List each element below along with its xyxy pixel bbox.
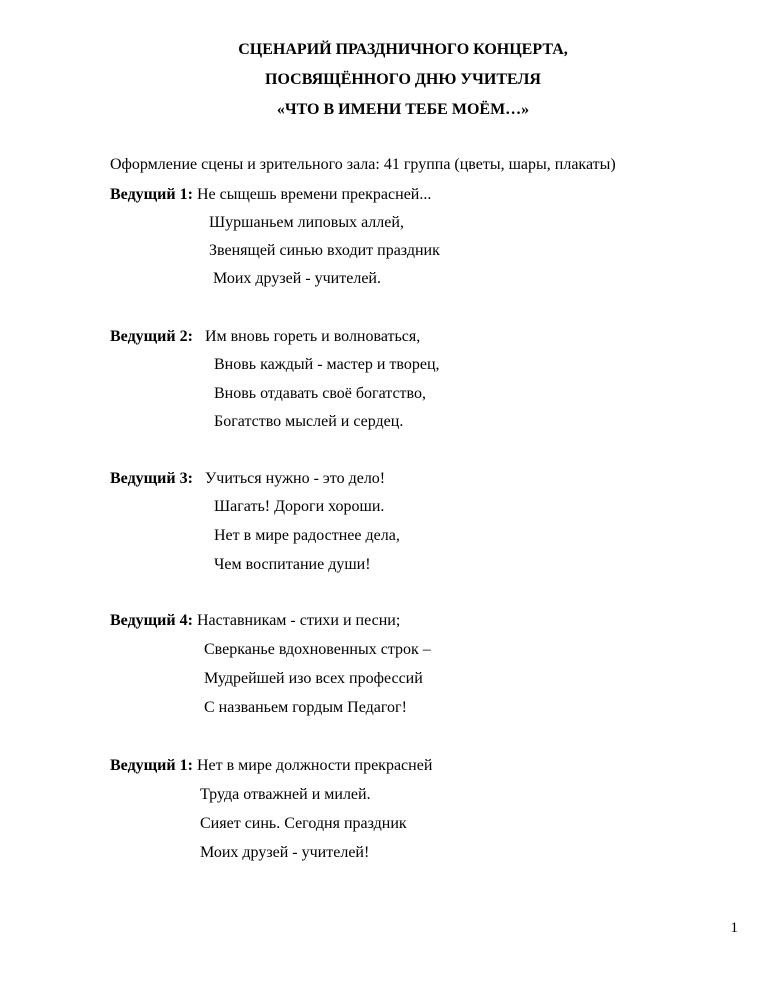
document-title-line-3: «ЧТО В ИМЕНИ ТЕБЕ МОЁМ…» [276,101,530,118]
verse-line: Сверканье вдохновенных строк – [204,641,431,658]
document-title-line-2: ПОСВЯЩЁННОГО ДНЮ УЧИТЕЛЯ [265,71,541,88]
verse-line: Нет в мире должности прекрасней [196,757,433,774]
verse-line: Шуршаньем липовых аллей, [209,214,404,231]
verse-line: Сияет синь. Сегодня праздник [200,815,407,832]
verse-line: Вновь отдавать своё богатство, [214,385,426,402]
verse-line: Моих друзей - учителей. [213,270,381,287]
verse-line: Богатство мыслей и сердец. [214,413,404,430]
verse-line: Нет в мире радостнее дела, [214,527,400,544]
stanza-5-first-line [110,756,432,776]
intro-text: Оформление сцены и зрительного зала: 41 группа (цветы, шары, плакаты) [110,156,616,173]
speaker-label: Ведущий 3: [110,470,193,487]
verse-line: Шагать! Дороги хороши. [214,498,385,515]
page-number: 1 [730,920,738,936]
verse-line: Им вновь гореть и волноваться, [204,328,421,345]
verse-line: Вновь каждый - мастер и творец, [214,356,440,373]
speaker-label: Ведущий 1: [110,186,193,203]
verse-line: Звенящей синью входит праздник [209,242,440,259]
verse-line: Труда отважней и милей. [200,786,371,803]
verse-line: Мудрейшей изо всех профессий [204,670,423,687]
verse-line: Моих друзей - учителей! [200,844,370,861]
document-title-line-1: СЦЕНАРИЙ ПРАЗДНИЧНОГО КОНЦЕРТА, [238,41,568,58]
verse-line: Учиться нужно - это дело! [204,470,386,487]
stanza-2-first-line [110,327,420,347]
stanza-3-first-line [110,469,385,489]
verse-line: Не сыщешь времени прекрасней... [196,186,432,203]
verse-line: Чем воспитание души! [214,556,371,573]
speaker-label: Ведущий 2: [110,328,193,345]
stanza-1-first-line [110,185,431,205]
stanza-4-first-line [110,611,400,631]
verse-line: С названьем гордым Педагог! [204,699,407,716]
speaker-label: Ведущий 4: [110,612,193,629]
speaker-label: Ведущий 1: [110,757,193,774]
verse-line: Наставникам - стихи и песни; [196,612,401,629]
